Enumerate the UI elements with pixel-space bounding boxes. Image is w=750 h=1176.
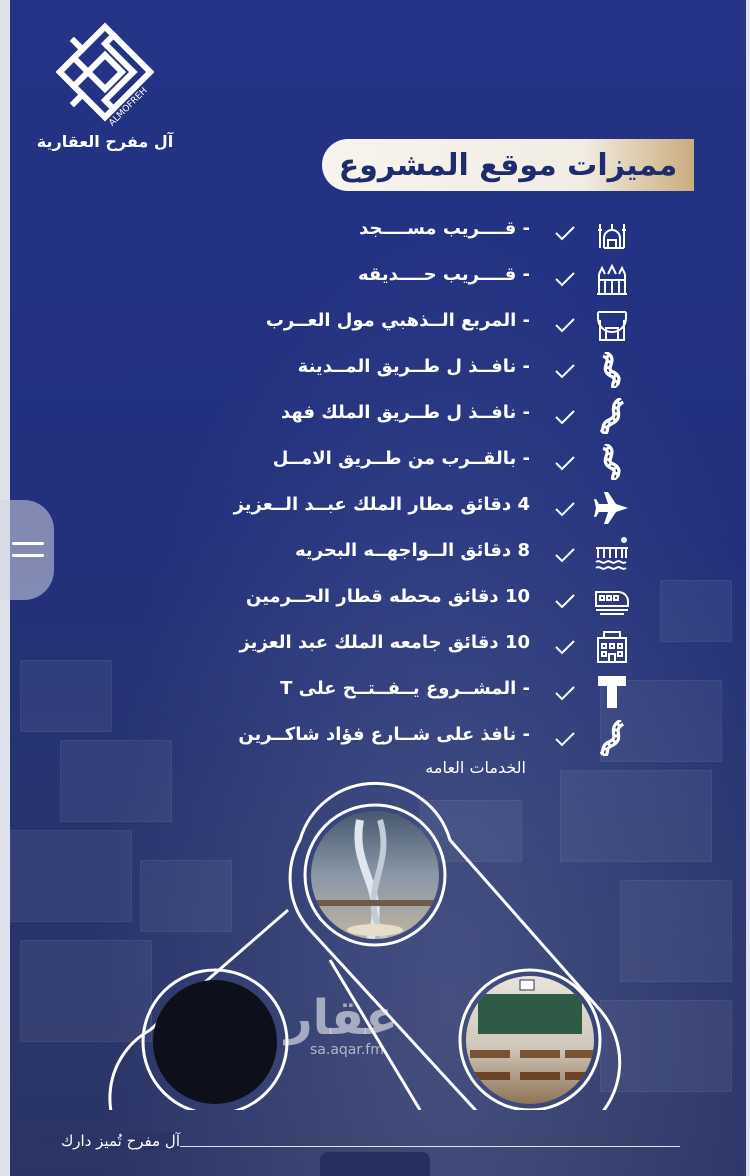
university-icon [594, 628, 630, 664]
check-icon [554, 684, 576, 702]
check-icon [554, 500, 576, 518]
store-icon [594, 306, 630, 342]
feature-text: - نافذ على شــارع فؤاد شاكــرين [238, 724, 530, 745]
feature-item [210, 582, 630, 622]
services-label: الخدمات العامه [425, 758, 526, 777]
check-icon [554, 546, 576, 564]
feature-item [210, 214, 630, 254]
feature-text: - نافــذ ل طــريق الملك فهد [280, 402, 530, 423]
feature-text: 8 دقائق الــواجهــه البحريه [295, 540, 530, 561]
check-icon [554, 316, 576, 334]
feature-item [210, 352, 630, 392]
t-letter-icon [594, 674, 630, 710]
section-title: مميزات موقع المشروع [322, 139, 694, 191]
mall-photo [300, 800, 450, 950]
check-icon [554, 454, 576, 472]
handle-bar [12, 542, 44, 545]
check-icon [554, 408, 576, 426]
feature-text: - المربع الــذهبي مول العــرب [265, 310, 530, 331]
side-menu-handle[interactable] [0, 500, 54, 600]
handle-bar [12, 554, 44, 557]
check-icon [554, 224, 576, 242]
feature-item [210, 444, 630, 484]
feature-item [210, 674, 630, 714]
check-icon [554, 270, 576, 288]
feature-text: - المشــروع يــفــتــح على T [280, 678, 530, 699]
road-icon [594, 352, 630, 388]
check-icon [554, 638, 576, 656]
feature-text: 4 دقائق مطار الملك عبــد الــعزيز [233, 494, 530, 515]
brand-name: آل مفرح العقارية [36, 132, 174, 151]
feature-item [210, 398, 630, 438]
dark-photo [153, 980, 277, 1104]
footer-tagline: آل مفرح تُميز دارك [40, 1132, 180, 1150]
road-icon [594, 398, 630, 434]
feature-text: 10 دقائق محطه قطار الحــرمين [246, 586, 530, 607]
check-icon [554, 362, 576, 380]
feature-item [210, 628, 630, 668]
feature-text: - قــــريب مســــجد [359, 218, 530, 239]
bottom-tab [320, 1152, 430, 1176]
train-icon [594, 582, 630, 618]
feature-item [210, 536, 630, 576]
feature-text: - بالقــرب من طــريق الامــل [272, 448, 530, 469]
feature-text: - نافــذ ل طــريق المــدينة [297, 356, 530, 377]
airplane-icon [594, 490, 630, 526]
check-icon [554, 592, 576, 610]
mosque-icon [594, 214, 630, 250]
feature-item [210, 306, 630, 346]
watermark-url: sa.aqar.fm [310, 1042, 384, 1058]
waterfront-icon [594, 536, 630, 572]
services-graphic [0, 780, 750, 1110]
feature-item [210, 720, 630, 760]
watermark-text: عقار [285, 990, 398, 1046]
feature-item [210, 260, 630, 300]
logo-subtext: ALMOFREH [107, 86, 150, 129]
feature-text: 10 دقائق جامعه الملك عبد العزيز [239, 632, 530, 653]
check-icon [554, 730, 576, 748]
feature-item [210, 490, 630, 530]
park-icon [594, 260, 630, 296]
feature-text: - قــــريب حــــديقه [357, 264, 530, 285]
road-icon [594, 720, 630, 756]
road-icon [594, 444, 630, 480]
